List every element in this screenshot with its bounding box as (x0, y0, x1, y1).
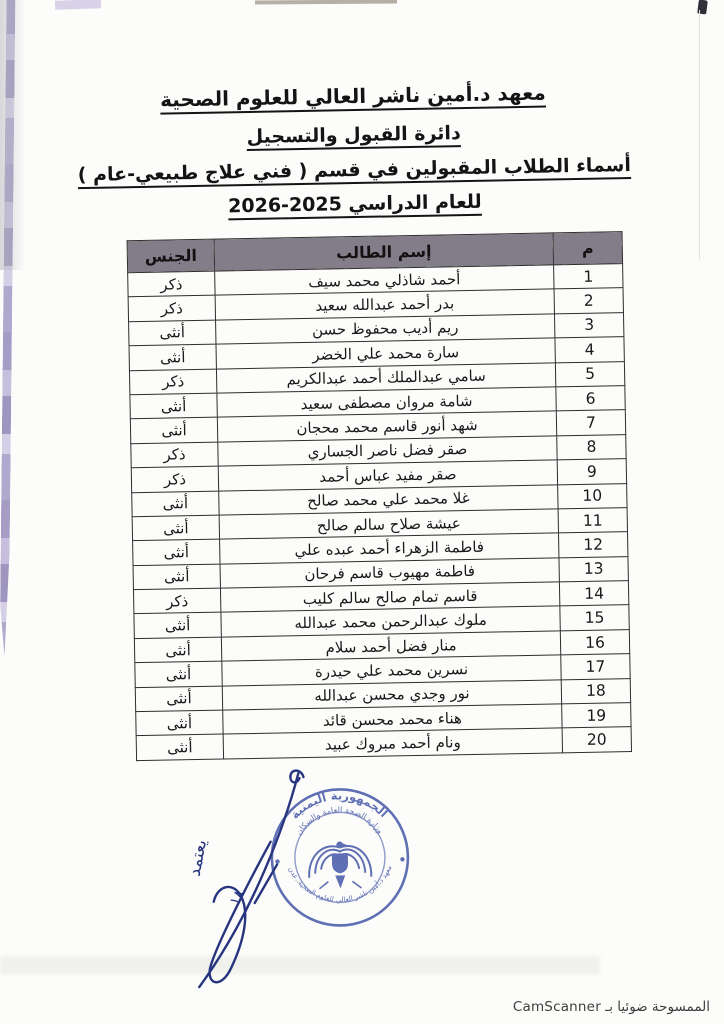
student-gender: أنثى (136, 710, 223, 736)
student-gender: ذكر (128, 296, 215, 322)
student-name: نور وجدي محسن عبدالله (222, 679, 561, 710)
student-name: صقر فضل ناصر الجساري (218, 436, 557, 467)
row-number: 10 (558, 483, 627, 509)
row-number: 18 (561, 678, 630, 704)
signature-numeral: ١٨ (226, 887, 248, 908)
students-table (127, 231, 632, 761)
student-name: شامة مروان مصطفى سعيد (217, 387, 556, 418)
student-gender: أنثى (135, 686, 222, 712)
student-name: سامي عبدالملك أحمد عبدالكريم (216, 362, 555, 393)
student-gender: أنثى (134, 613, 221, 639)
student-name: فاطمة الزهراء أحمد عبده علي (220, 533, 559, 564)
student-name: أحمد شاذلي محمد سيف (215, 265, 554, 296)
row-number: 16 (560, 629, 629, 655)
stamp-ministry-text: وزارة الصحة العامة والسكان (294, 805, 385, 837)
student-rows (128, 264, 632, 761)
row-number: 14 (559, 581, 628, 607)
stamp-country-text: الجمهورية اليمنية (287, 788, 391, 822)
student-gender: ذكر (133, 588, 220, 614)
student-gender: ذكر (131, 466, 218, 492)
student-name: ملوك عبدالرحمن محمد عبدالله (221, 606, 560, 637)
student-gender: أنثى (132, 491, 219, 517)
row-number: 8 (557, 434, 626, 460)
student-gender: أنثى (129, 320, 216, 346)
student-gender: أنثى (135, 661, 222, 687)
row-number: 2 (554, 288, 623, 314)
student-name: غلا محمد علي محمد صالح (219, 484, 558, 515)
student-gender: ذكر (128, 271, 215, 297)
student-name: شهد أنور قاسم محمد محجان (217, 411, 556, 442)
student-name: منار فضل أحمد سلام (221, 631, 560, 662)
camscanner-watermark: الممسوحة ضوئيا بـ CamScanner (512, 999, 710, 1015)
header-cell-number: م (553, 232, 623, 265)
student-gender: أنثى (132, 515, 219, 541)
row-number: 4 (555, 337, 624, 363)
row-number: 7 (556, 410, 625, 436)
student-name: هناء محمد محسن قائد (223, 704, 562, 735)
student-name: بدر أحمد عبدالله سعيد (215, 289, 554, 320)
row-number: 19 (562, 703, 631, 729)
student-name: ونام أحمد مبروك عبيد (223, 728, 562, 759)
student-gender: أنثى (129, 344, 216, 370)
document-header (68, 79, 641, 234)
row-number: 20 (562, 727, 631, 753)
student-gender: ذكر (131, 442, 218, 468)
handwritten-signature (151, 760, 355, 996)
student-name: سارة محمد علي الخضر (216, 338, 555, 369)
row-number: 5 (555, 361, 624, 387)
student-gender: ذكر (129, 369, 216, 395)
row-number: 9 (557, 459, 626, 485)
row-number: 1 (554, 264, 623, 290)
list-title: أسماء الطلاب المقبولين في قسم ( فني علاج طبيعي-عام ) (77, 153, 632, 187)
stamp-institute-text: معهد د.أمين ناشر العالي للعلوم الصحية..عدن (286, 864, 394, 904)
row-number: 17 (561, 654, 630, 680)
student-gender: أنثى (133, 564, 220, 590)
row-number: 15 (560, 605, 629, 631)
student-name: صقر مفيد عباس أحمد (218, 460, 557, 491)
row-number: 13 (559, 556, 628, 582)
academic-year-title: للعام الدراسي 2025-2026 (227, 190, 482, 218)
header-cell-gender: الجنس (127, 239, 215, 273)
row-number: 11 (558, 508, 627, 534)
row-number: 3 (554, 312, 623, 338)
row-number: 12 (559, 532, 628, 558)
student-name: نسرين محمد علي حيدرة (222, 655, 561, 686)
student-name: فاطمة مهيوب قاسم فرحان (220, 558, 559, 589)
student-gender: أنثى (134, 637, 221, 663)
department-title: دائرة القبول والتسجيل (246, 122, 461, 149)
student-gender: أنثى (136, 734, 223, 760)
student-name: عيشة صلاح سالم صالح (219, 509, 558, 540)
institute-title: معهد د.أمين ناشر العالي للعلوم الصحية (159, 80, 546, 112)
header-cell-student-name: إسم الطالب (214, 233, 554, 271)
student-gender: أنثى (130, 417, 217, 443)
student-name: ريم أديب محفوظ حسن (216, 314, 555, 345)
student-gender: أنثى (133, 539, 220, 565)
row-number: 6 (556, 386, 625, 412)
student-name: قاسم تمام صالح سالم كليب (220, 582, 559, 613)
approved-word: يعتمد (184, 838, 212, 878)
student-gender: أنثى (130, 393, 217, 419)
